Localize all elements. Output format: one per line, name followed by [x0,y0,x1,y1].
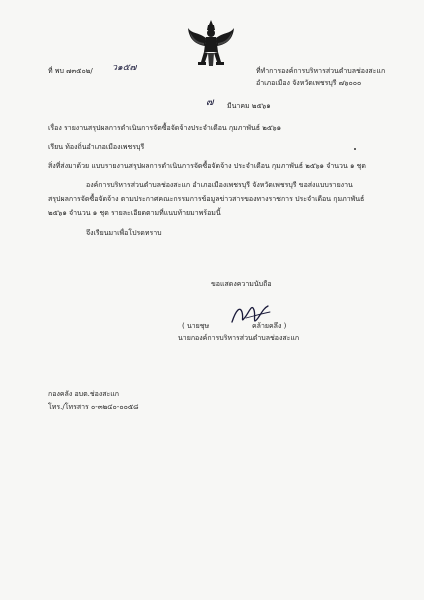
date-day-handwritten: ๗ [206,97,214,108]
sender-office-line1: ที่ทำการองค์การบริหารส่วนตำบลช่องสะแก [256,67,386,75]
letter-subject: เรื่อง รายงานสรุปผลการดำเนินการจัดซื้อจัดจ้างประจำเดือน กุมภาพันธ์ ๒๕๖๑ [48,124,282,132]
signer-title: นายกองค์การบริหารส่วนตำบลช่องสะแก [178,334,300,342]
body-line-1: องค์การบริหารส่วนตำบลช่องสะแก อำเภอเมืองเพชรบุรี จังหวัดเพชรบุรี ขอส่งแบบรายงาน [86,181,353,189]
document-number-handwritten: ว๑๕๗ [112,63,137,73]
sender-office-line2: อำเภอเมือง จังหวัดเพชรบุรี ๗๖๐๐๐ [256,79,362,87]
ink-dot [354,148,356,150]
body-line-2: สรุปผลการจัดซื้อจัดจ้าง ตามประกาศคณะกรรมการข้อมูลข่าวสารของทางราชการ ประจำเดือน กุมภาพันธ์ [48,195,365,203]
closing-salutation: ขอแสดงความนับถือ [211,280,272,288]
signer-name-right: คล้ายคลึง ) [252,322,287,330]
footer-phone: โทร./โทรสาร ๐-๓๒๔๐-๐๐๕๘ [48,403,139,411]
footer-division: กองคลัง อบต.ช่องสะแก [48,390,120,398]
signer-name-left: ( นายชุษ [182,322,210,330]
document-number: ที่ พบ ๗๓๕๐๒/ [48,67,93,75]
closing-request: จึงเรียนมาเพื่อโปรดทราบ [86,229,162,237]
letter-enclosure: สิ่งที่ส่งมาด้วย แบบรายงานสรุปผลการดำเนินการจัดซื้อจัดจ้าง ประจำเดือน กุมภาพันธ์ ๒๕๖๑ จำนวน ๑ ชุด [48,162,366,170]
garuda-emblem-icon [186,18,236,70]
body-line-3: ๒๕๖๑ จำนวน ๑ ชุด รายละเอียดตามที่แนบท้ายมาพร้อมนี้ [48,209,221,217]
letter-recipient: เรียน ท้องถิ่นอำเภอเมืองเพชรบุรี [48,143,145,151]
letter-date: มีนาคม ๒๕๖๑ [227,102,271,110]
